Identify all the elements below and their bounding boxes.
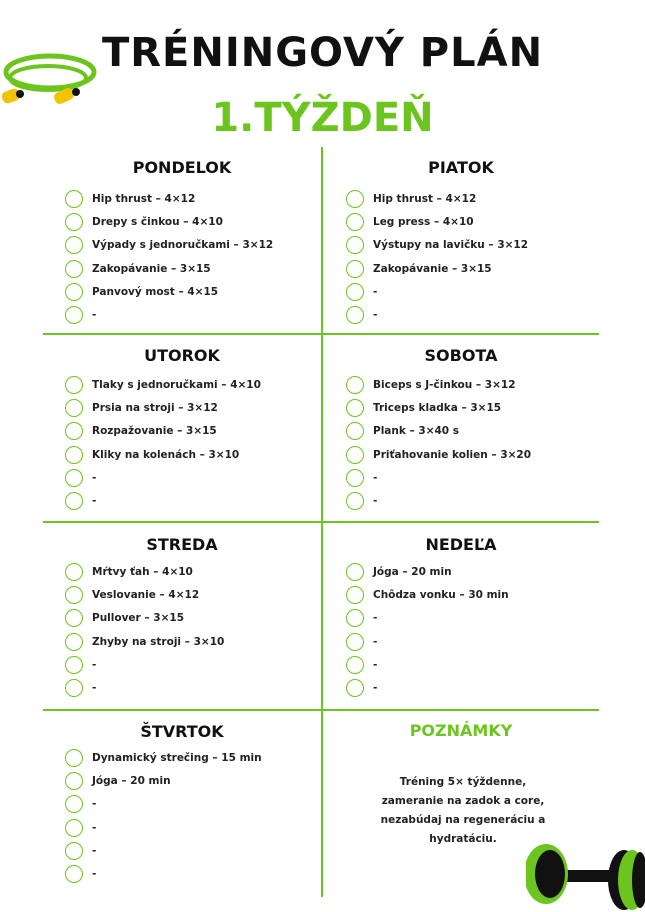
checkbox-circle-icon[interactable] [65,422,83,440]
day-title-friday: PIATOK [428,158,494,177]
list-item[interactable]: Tlaky s jednoručkami – 4×10 [65,373,261,396]
list-item[interactable]: - [346,280,528,303]
day-title-sunday: NEDEĽA [425,535,497,554]
checkbox-circle-icon[interactable] [346,260,364,278]
checkbox-circle-icon[interactable] [65,795,83,813]
week-heading: 1.TÝŽDEŇ [211,95,434,141]
checkbox-circle-icon[interactable] [346,283,364,301]
list-item[interactable]: Rozpažovanie – 3×15 [65,420,261,443]
checkbox-circle-icon[interactable] [346,492,364,510]
checkbox-circle-icon[interactable] [65,633,83,651]
list-item[interactable]: Prsia na stroji – 3×12 [65,396,261,419]
day-title-thursday: ŠTVRTOK [140,722,224,741]
list-item[interactable]: Jóga – 20 min [65,769,262,792]
list-item[interactable]: Drepy s činkou – 4×10 [65,210,273,233]
checkbox-circle-icon[interactable] [65,190,83,208]
list-item[interactable]: Biceps s J-činkou – 3×12 [346,373,531,396]
list-item[interactable]: - [65,676,224,699]
list-item[interactable]: - [65,466,261,489]
checkbox-circle-icon[interactable] [65,749,83,767]
list-item[interactable]: Chôdza vonku – 30 min [346,583,509,606]
page-title: TRÉNINGOVÝ PLÁN [101,30,544,76]
checkbox-circle-icon[interactable] [346,469,364,487]
checkbox-circle-icon[interactable] [346,446,364,464]
list-item[interactable]: Plank – 3×40 s [346,420,531,443]
list-item[interactable]: - [65,653,224,676]
checkbox-circle-icon[interactable] [346,190,364,208]
list-item[interactable]: - [346,489,531,512]
checkbox-circle-icon[interactable] [65,236,83,254]
checklist-thursday [65,746,262,886]
checkbox-circle-icon[interactable] [65,446,83,464]
checklist-sunday [346,560,509,700]
list-item[interactable]: - [65,816,262,839]
list-item[interactable]: - [346,607,509,630]
list-item[interactable]: Veslovanie – 4×12 [65,583,224,606]
list-item[interactable]: Leg press – 4×10 [346,210,528,233]
list-item[interactable]: - [346,676,509,699]
list-item[interactable]: - [346,303,528,326]
list-item[interactable]: Priťahovanie kolien – 3×20 [346,443,531,466]
horizontal-divider [43,333,599,335]
checklist-friday [346,187,528,327]
checkbox-circle-icon[interactable] [65,819,83,837]
list-item[interactable]: Panvový most – 4×15 [65,280,273,303]
horizontal-divider [43,521,599,523]
checkbox-circle-icon[interactable] [65,772,83,790]
list-item[interactable]: - [65,303,273,326]
checkbox-circle-icon[interactable] [65,609,83,627]
checkbox-circle-icon[interactable] [65,283,83,301]
list-item[interactable]: Mŕtvy ťah – 4×10 [65,560,224,583]
day-title-monday: PONDELOK [132,158,232,177]
checkbox-circle-icon[interactable] [346,213,364,231]
list-item[interactable]: - [65,793,262,816]
list-item[interactable]: Jóga – 20 min [346,560,509,583]
list-item[interactable]: - [346,466,531,489]
list-item[interactable]: Výstupy na lavičku – 3×12 [346,234,528,257]
checkbox-circle-icon[interactable] [346,376,364,394]
checkbox-circle-icon[interactable] [65,306,83,324]
list-item[interactable]: Hip thrust – 4×12 [346,187,528,210]
checkbox-circle-icon[interactable] [346,609,364,627]
checkbox-circle-icon[interactable] [65,586,83,604]
checkbox-circle-icon[interactable] [346,306,364,324]
checklist-monday [65,187,273,327]
checkbox-circle-icon[interactable] [346,586,364,604]
checklist-saturday [346,373,531,513]
checklist-wednesday [65,560,224,700]
checkbox-circle-icon[interactable] [65,213,83,231]
checkbox-circle-icon[interactable] [346,656,364,674]
day-title-wednesday: STREDA [146,535,218,554]
list-item[interactable]: Dynamický strečing – 15 min [65,746,262,769]
checkbox-circle-icon[interactable] [346,422,364,440]
list-item[interactable]: Zakopávanie – 3×15 [65,257,273,280]
checkbox-circle-icon[interactable] [65,376,83,394]
list-item[interactable]: Hip thrust – 4×12 [65,187,273,210]
checkbox-circle-icon[interactable] [346,236,364,254]
checkbox-circle-icon[interactable] [65,492,83,510]
checkbox-circle-icon[interactable] [65,865,83,883]
checkbox-circle-icon[interactable] [346,399,364,417]
notes-title: POZNÁMKY [409,721,513,740]
horizontal-divider [43,709,599,711]
checkbox-circle-icon[interactable] [65,399,83,417]
list-item[interactable]: - [65,839,262,862]
checkbox-circle-icon[interactable] [65,469,83,487]
checklist-tuesday [65,373,261,513]
checkbox-circle-icon[interactable] [65,563,83,581]
dumbbell-icon [526,836,645,912]
list-item[interactable]: - [65,489,261,512]
list-item[interactable]: Triceps kladka – 3×15 [346,396,531,419]
list-item[interactable]: Zakopávanie – 3×15 [346,257,528,280]
checkbox-circle-icon[interactable] [65,260,83,278]
checkbox-circle-icon[interactable] [65,679,83,697]
day-title-saturday: SOBOTA [424,346,498,365]
list-item[interactable]: Kliky na kolenách – 3×10 [65,443,261,466]
checkbox-circle-icon[interactable] [346,633,364,651]
list-item[interactable]: - [346,653,509,676]
day-title-tuesday: UTOROK [144,346,220,365]
checkbox-circle-icon[interactable] [65,656,83,674]
list-item[interactable]: - [65,862,262,885]
list-item[interactable]: Výpady s jednoručkami – 3×12 [65,234,273,257]
notes-text: Tréning 5× týždenne, zameranie na zadok a core, nezabúdaj na regeneráciu a hydratáciu. [380,776,546,845]
list-item[interactable]: - [346,630,509,653]
list-item[interactable]: Zhyby na stroji – 3×10 [65,630,224,653]
checkbox-circle-icon[interactable] [65,842,83,860]
checkbox-circle-icon[interactable] [346,563,364,581]
checkbox-circle-icon[interactable] [346,679,364,697]
list-item[interactable]: Pullover – 3×15 [65,607,224,630]
